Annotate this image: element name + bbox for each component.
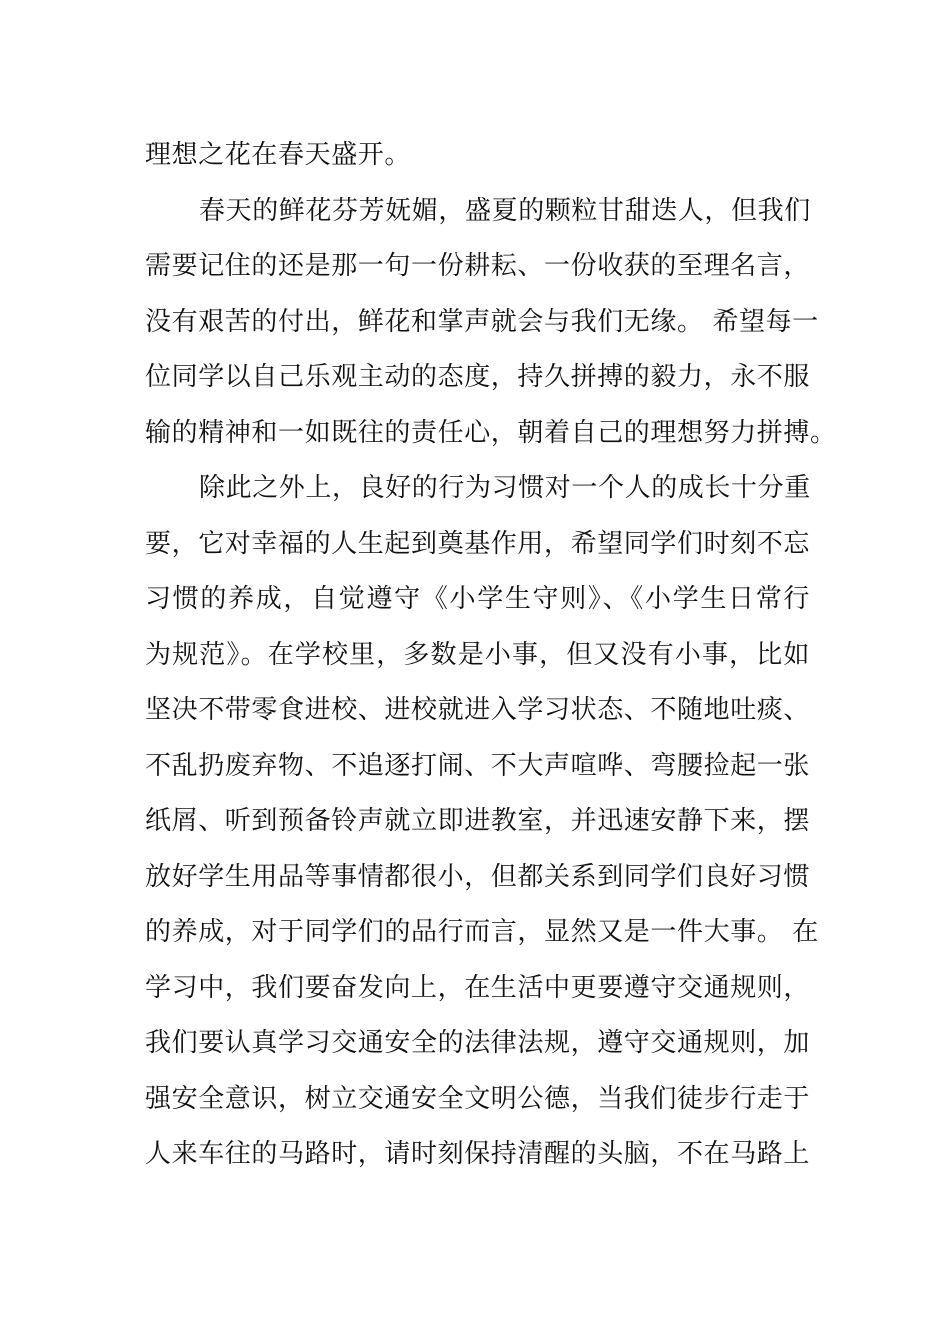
text-line: 不乱扔废弃物、不追逐打闹、不大声喧哗、弯腰捡起一张 xyxy=(145,750,811,781)
paragraph-start-line: 除此之外上，良好的行为习惯对一个人的成长十分重 xyxy=(199,473,811,503)
text-line: 需要记住的还是那一句一份耕耘、一份收获的至理名言， xyxy=(145,251,811,281)
text-line: 人来车往的马路时，请时刻保持清醒的头脑，不在马路上 xyxy=(145,1139,811,1169)
text-line: 强安全意识，树立交通安全文明公德，当我们徒步行走于 xyxy=(145,1083,811,1114)
text-line: 的养成，对于同学们的品行而言，显然又是一件大事。 在 xyxy=(145,917,819,947)
text-line: 纸屑、听到预备铃声就立即进教室，并迅速安静下来，摆 xyxy=(145,806,811,836)
body-text xyxy=(145,128,837,1183)
text-line: 放好学生用品等事情都很小，但都关系到同学们良好习惯 xyxy=(145,861,811,892)
text-line: 坚决不带零食进校、进校就进入学习状态、不随地吐痰、 xyxy=(145,695,811,725)
text-line: 位同学以自己乐观主动的态度，持久拼搏的毅力，永不服 xyxy=(145,362,811,392)
paragraph-start-line: 春天的鲜花芬芳妩媚，盛夏的颗粒甘甜迭人，但我们 xyxy=(199,195,811,226)
text-line: 我们要认真学习交通安全的法律法规，遵守交通规则，加 xyxy=(145,1028,811,1058)
text-line: 要，它对幸福的人生起到奠基作用，希望同学们时刻不忘 xyxy=(145,528,811,559)
text-line: 为规范》。在学校里，多数是小事，但又没有小事，比如 xyxy=(145,639,810,670)
text-line: 没有艰苦的付出，鲜花和掌声就会与我们无缘。 希望每一 xyxy=(145,306,819,337)
text-line: 习惯的养成，自觉遵守《小学生守则》、《小学生日常行 xyxy=(145,584,810,614)
text-line: 学习中，我们要奋发向上，在生活中更要遵守交通规则， xyxy=(145,972,811,1003)
text-line: 输的精神和一如既往的责任心，朝着自己的理想努力拼搏。 xyxy=(145,417,837,448)
text-line: 理想之花在春天盛开。 xyxy=(145,140,412,170)
